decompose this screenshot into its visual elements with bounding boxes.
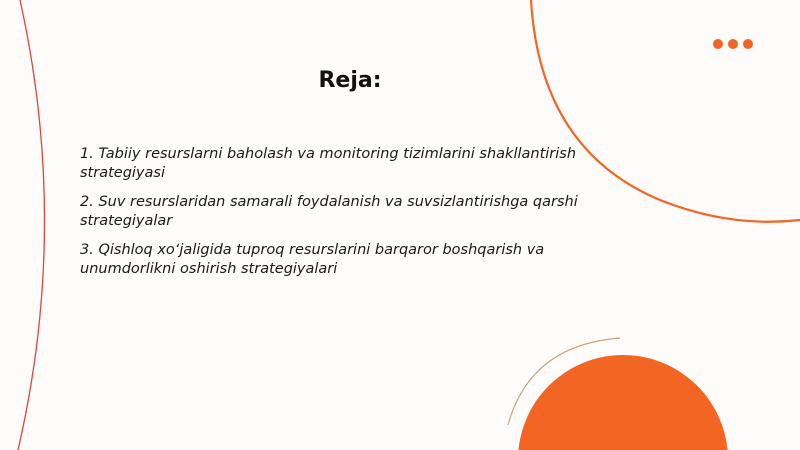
agenda-list [80,145,580,289]
agenda-item: 1. Tabiiy resurslarni baholash va monitoring tizimlarini shakllantirish strategiyasi [80,146,577,181]
dot [743,39,753,49]
dot [728,39,738,49]
orange-circle-decoration [518,355,728,450]
agenda-item: 2. Suv resurslaridan samarali foydalanish va suvsizlantirishga qarshi strategiyalar [80,194,578,229]
dot [713,39,723,49]
left-arc-decoration [18,0,45,450]
more-dots-icon [713,39,753,49]
slide-title: Reja: [318,68,382,93]
agenda-item: 3. Qishloq xo‘jaligida tuproq resurslarini barqaror boshqarish va unumdorlikni oshirish strategiyalari [80,242,545,277]
